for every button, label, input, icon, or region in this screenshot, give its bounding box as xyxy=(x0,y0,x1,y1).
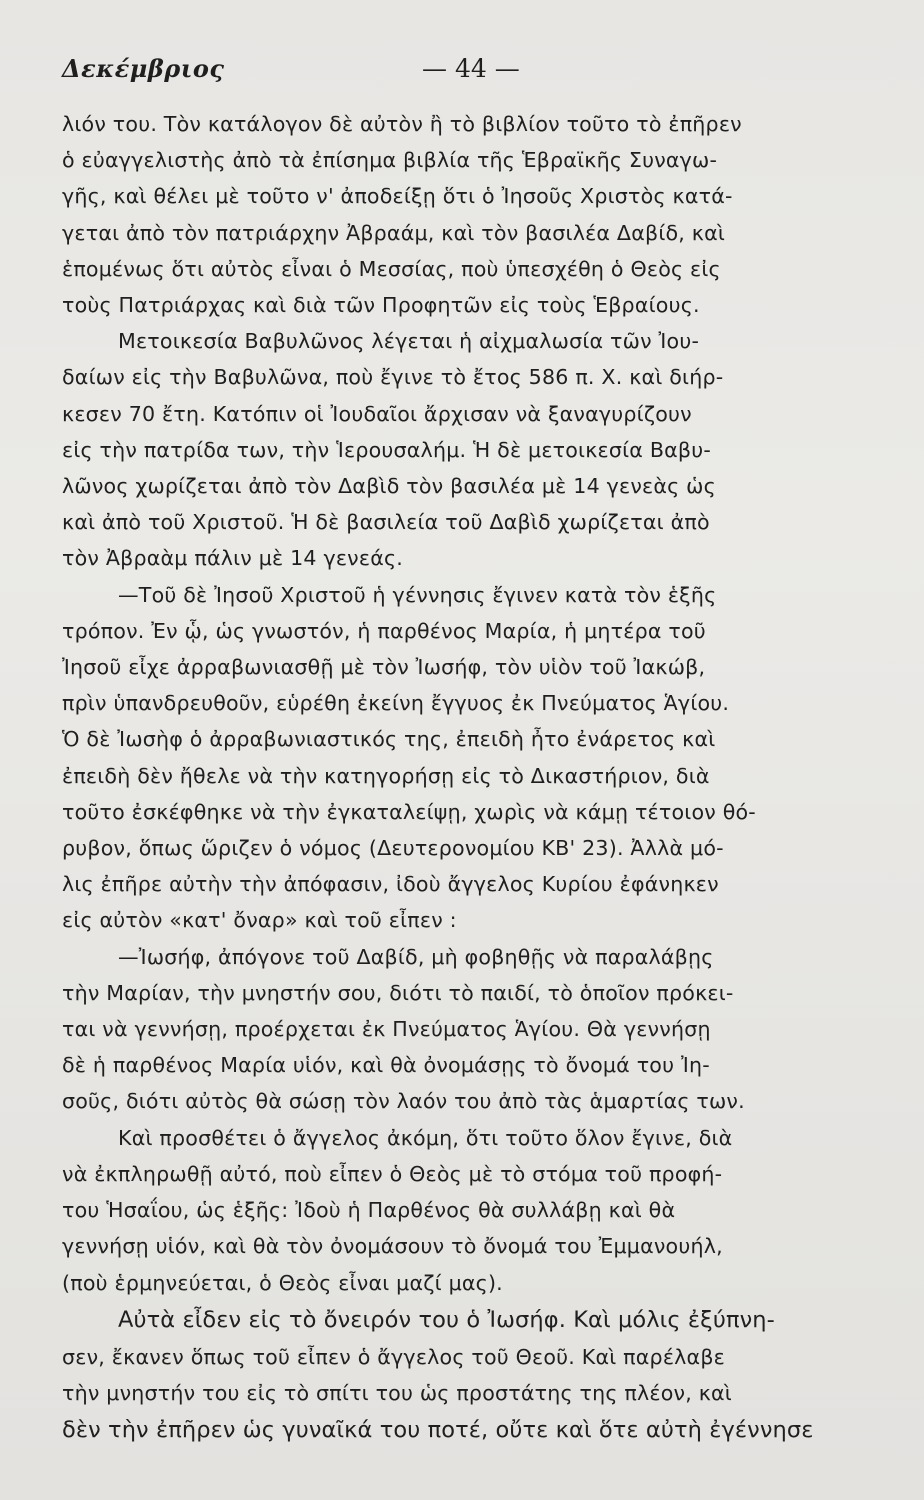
text-line: —Τοῦ δὲ Ἰησοῦ Χριστοῦ ἡ γέννησις ἔγινεν κατὰ τὸν ἑξῆς xyxy=(118,582,717,607)
text-line: ἑπομένως ὅτι αὐτὸς εἶναι ὁ Μεσσίας, ποὺ ὑπεσχέθη ὁ Θεὸς εἰς xyxy=(62,256,721,281)
page-header xyxy=(62,46,862,86)
text-line: κεσεν 70 ἔτη. Κατόπιν οἱ Ἰουδαῖοι ἄρχισαν νὰ ξαναγυρίζουν xyxy=(62,401,692,426)
text-line: εἰς τὴν πατρίδα των, τὴν Ἱερουσαλήμ. Ἡ δὲ μετοικεσία Βαβυ- xyxy=(62,437,712,462)
text-line: τοὺς Πατριάρχας καὶ διὰ τῶν Προφητῶν εἰς τοὺς Ἑβραίους. xyxy=(62,293,700,318)
text-line: τοῦτο ἐσκέφθηκε νὰ τὴν ἐγκαταλείψῃ, χωρὶς νὰ κάμῃ τέτοιον θό- xyxy=(62,799,756,824)
text-line: εἰς αὐτὸν «κατ' ὄναρ» καὶ τοῦ εἶπεν : xyxy=(62,908,457,933)
text-line: νὰ ἐκπληρωθῇ αὐτό, ποὺ εἶπεν ὁ Θεὸς μὲ τὸ στόμα τοῦ προφή- xyxy=(62,1161,723,1186)
paragraph-4 xyxy=(62,939,884,1120)
text-line: ρυβον, ὅπως ὥριζεν ὁ νόμος (Δευτερονομίου ΚΒ' 23). Ἀλλὰ μό- xyxy=(62,836,724,861)
paragraph-3 xyxy=(62,577,884,939)
text-line: γῆς, καὶ θέλει μὲ τοῦτο ν' ἀποδείξῃ ὅτι ὁ Ἰησοῦς Χριστὸς κατά- xyxy=(62,184,733,209)
text-line: ἐπειδὴ δὲν ἤθελε νὰ τὴν κατηγορήσῃ εἰς τὸ Δικαστήριον, διὰ xyxy=(62,763,710,788)
text-line: ὁ εὐαγγελιστὴς ἀπὸ τὰ ἐπίσημα βιβλία τῆς Ἑβραϊκῆς Συναγω- xyxy=(62,148,718,173)
text-line: γεννήσῃ υἱόν, καὶ θὰ τὸν ὀνομάσουν τὸ ὄνομά του Ἐμμανουήλ, xyxy=(62,1234,723,1259)
text-line: —Ἰωσήφ, ἀπόγονε τοῦ Δαβίδ, μὴ φοβηθῇς νὰ παραλάβῃς xyxy=(118,944,714,969)
paragraph-2 xyxy=(62,323,884,576)
text-line: τὸν Ἀβραὰμ πάλιν μὲ 14 γενεάς. xyxy=(62,546,404,571)
text-line: λιόν του. Τὸν κατάλογον δὲ αὐτὸν ἢ τὸ βιβλίον τοῦτο τὸ ἐπῆρεν xyxy=(62,112,742,136)
text-line: λις ἐπῆρε αὐτὴν τὴν ἀπόφασιν, ἰδοὺ ἄγγελος Κυρίου ἐφάνηκεν xyxy=(62,872,719,897)
text-line: λῶνος χωρίζεται ἀπὸ τὸν Δαβὶδ τὸν βασιλέα μὲ 14 γενεὰς ὡς xyxy=(62,474,716,499)
text-line: γεται ἀπὸ τὸν πατριάρχην Ἀβραάμ, καὶ τὸν βασιλέα Δαβίδ, καὶ xyxy=(62,220,726,245)
text-line: Καὶ προσθέτει ὁ ἄγγελος ἀκόμη, ὅτι τοῦτο ὅλον ἔγινε, διὰ xyxy=(118,1125,733,1150)
text-line: Αὐτὰ εἶδεν εἰς τὸ ὄνειρόν του ὁ Ἰωσήφ. Καὶ μόλις ἐξύπνη- xyxy=(118,1306,775,1333)
text-line: ται νὰ γεννήσῃ, προέρχεται ἐκ Πνεύματος Ἁγίου. Θὰ γεννήσῃ xyxy=(62,1017,711,1042)
text-line: δαίων εἰς τὴν Βαβυλῶνα, ποὺ ἔγινε τὸ ἔτος 586 π. Χ. καὶ διήρ- xyxy=(62,365,724,390)
text-line: Μετοικεσία Βαβυλῶνος λέγεται ἡ αἰχμαλωσία τῶν Ἰου- xyxy=(118,329,700,354)
page-body xyxy=(62,106,884,1471)
text-line: τὴν Μαρίαν, τὴν μνηστήν σου, διότι τὸ παιδί, τὸ ὁποῖον πρόκει- xyxy=(62,980,734,1005)
text-line: σεν, ἔκανεν ὅπως τοῦ εἶπεν ὁ ἄγγελος τοῦ Θεοῦ. Καὶ παρέλαβε xyxy=(62,1344,725,1369)
text-line: δὲ ἡ παρθένος Μαρία υἱόν, καὶ θὰ ὀνομάσῃς τὸ ὄνομά του Ἰη- xyxy=(62,1053,710,1078)
text-line: τὴν μνηστήν του εἰς τὸ σπίτι του ὡς προστάτης της πλέον, καὶ xyxy=(62,1380,732,1405)
paragraph-5 xyxy=(62,1120,884,1301)
text-line: δὲν τὴν ἐπῆρεν ὡς γυναῖκά του ποτέ, οὔτε καὶ ὅτε αὐτὴ ἐγέννησε xyxy=(62,1417,814,1444)
text-line: του Ἡσαΐου, ὡς ἑξῆς: Ἰδοὺ ἡ Παρθένος θὰ συλλάβῃ καὶ θὰ xyxy=(62,1198,676,1223)
text-line: σοῦς, διότι αὐτὸς θὰ σώσῃ τὸν λαόν του ἀπὸ τὰς ἁμαρτίας των. xyxy=(62,1089,745,1114)
text-line: Ἰησοῦ εἶχε ἀρραβωνιασθῇ μὲ τὸν Ἰωσήφ, τὸν υἱὸν τοῦ Ἰακώβ, xyxy=(62,655,706,680)
paragraph-6 xyxy=(62,1301,884,1449)
text-line: Ὁ δὲ Ἰωσὴφ ὁ ἀρραβωνιαστικός της, ἐπειδὴ ἦτο ἐνάρετος καὶ xyxy=(62,727,716,752)
running-head: Δεκέμβριος xyxy=(62,54,225,83)
page-number: — 44 — xyxy=(422,54,520,83)
text-line: (ποὺ ἑρμηνεύεται, ὁ Θεὸς εἶναι μαζί μας). xyxy=(62,1270,503,1295)
text-line: καὶ ἀπὸ τοῦ Χριστοῦ. Ἡ δὲ βασιλεία τοῦ Δαβὶδ χωρίζεται ἀπὸ xyxy=(62,510,710,535)
text-line: πρὶν ὑπανδρευθοῦν, εὑρέθη ἐκείνη ἔγγυος ἐκ Πνεύματος Ἁγίου. xyxy=(62,691,730,716)
paragraph-1 xyxy=(62,106,884,323)
text-line: τρόπον. Ἐν ᾧ, ὡς γνωστόν, ἡ παρθένος Μαρία, ἡ μητέρα τοῦ xyxy=(62,618,706,643)
